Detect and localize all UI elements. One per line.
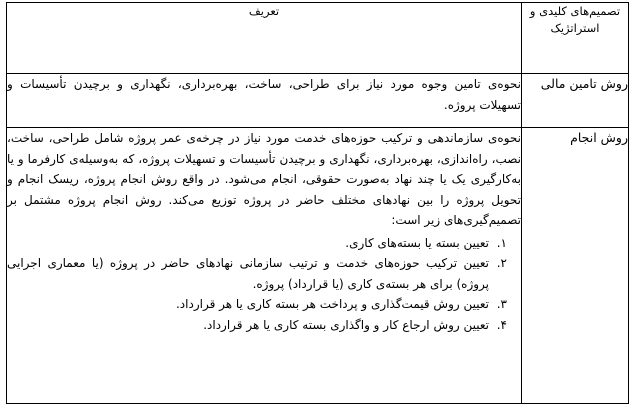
list-item-number: ۴.: [496, 317, 507, 332]
list-item: [7, 315, 521, 336]
definitions-table: [6, 2, 629, 404]
header-decisions-cell: [522, 3, 629, 74]
list-item: [7, 294, 521, 315]
list-item-number: ۱.: [496, 235, 507, 250]
header-decisions-label: تصمیم‌های کلیدی و استراتژیک: [529, 4, 621, 35]
table-row: [7, 74, 629, 128]
table-row: [7, 128, 629, 404]
list-item-text: تعیین روش قیمت‌گذاری و پرداخت هر بسته کاری یا هر قرارداد.: [175, 297, 489, 311]
row-label-cell: [522, 74, 629, 128]
header-definition-cell: [7, 3, 522, 74]
list-item-text: تعیین روش ارجاع کار و واگذاری بسته کاری یا هر قرارداد.: [203, 317, 489, 332]
decision-list: [7, 233, 521, 336]
list-item: [7, 253, 521, 294]
list-item-text: تعیین ترکیب حوزه‌های خدمت و ترتیب سازمانی نهادهای حاضر در پروژه (یا معماری اجرایی پروژه) برای هر بسته‌ی کاری (یا قرارداد) پروژه.: [7, 256, 489, 291]
row-definition-financing: نحوه‌ی تامین وجوه مورد نیاز برای طراحی، ساخت، بهره‌برداری، نگهداری و برچیدن تأسیسات و تسهیلات پروژه.: [7, 77, 521, 112]
row-definition-cell: [7, 74, 522, 128]
list-item-number: ۲.: [496, 256, 507, 270]
row-definition-delivery: نحوه‌ی سازماندهی و ترکیب حوزه‌های خدمت مورد نیاز در چرخه‌ی عمر پروژه شامل طراحی، ساخت، نصب، راه‌اندازی، بهره‌برداری، نگهداری و برچیدن تأسیسات و تسهیلات پروژه، که به‌وسیله‌ی کارفرما و یا به‌کارگیری یک یا چند نهاد به‌صورت حقوقی، انجام می‌شود. در واقع روش انجام پروژه، ریسک انجام و تحویل پروژه را بین نهادهای مختلف حاضر در پروژه توزیع می‌کند. روش انجام پروژه مشتمل بر تصمیم‌گیری‌های زیر است:: [7, 131, 521, 227]
list-item-number: ۳.: [496, 297, 507, 311]
row-label-delivery: روش انجام: [570, 130, 628, 145]
list-item-text: تعیین بسته یا بسته‌های کاری.: [345, 235, 489, 250]
row-label-cell: [522, 128, 629, 404]
row-label-financing: روش تامین مالی: [540, 76, 628, 91]
table-header-row: [7, 3, 629, 74]
row-definition-cell: [7, 128, 522, 404]
list-item: [7, 233, 521, 254]
header-definition-label: تعریف: [248, 4, 280, 18]
